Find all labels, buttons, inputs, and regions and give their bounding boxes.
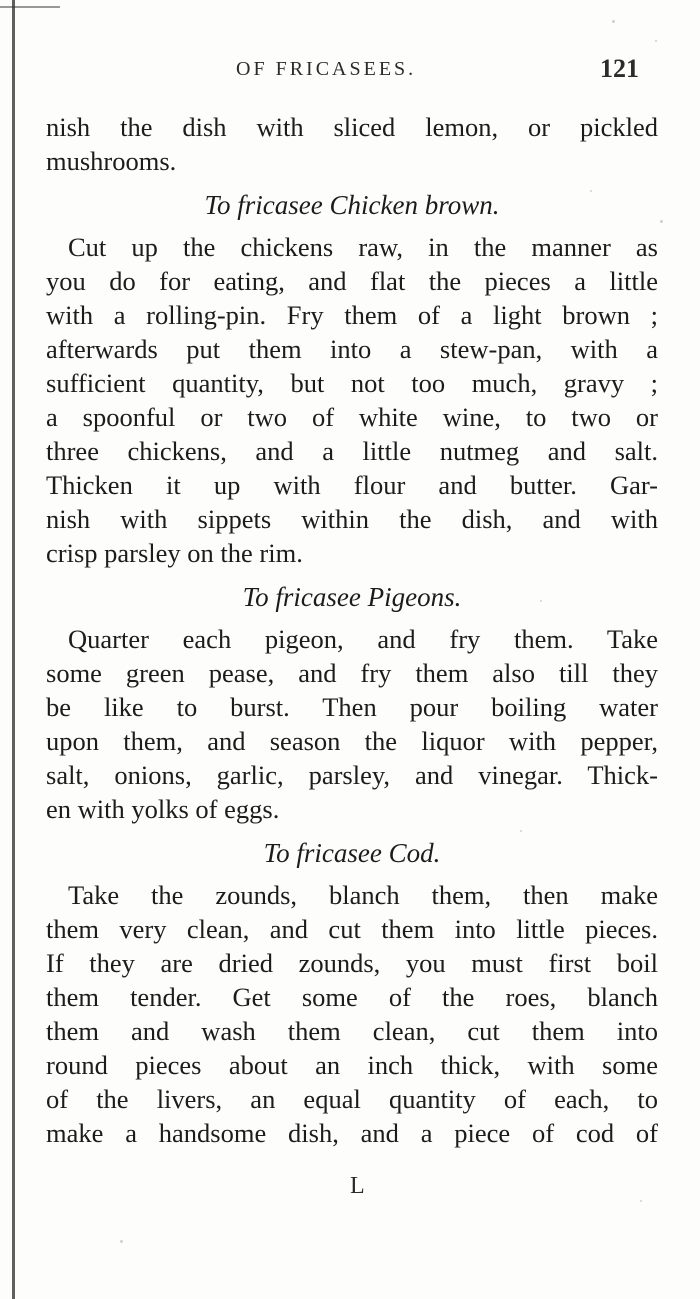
text-line: some green pease, and fry them also till they [46, 658, 658, 688]
text-line: salt, onions, garlic, parsley, and vinegar. Thick- [46, 760, 658, 790]
text-line: you do for eating, and flat the pieces a little [46, 266, 658, 296]
text-line: of the livers, an equal quantity of each, to [46, 1084, 658, 1114]
text-line: crisp parsley on the rim. [46, 538, 303, 568]
text-line: sufficient quantity, but not too much, gravy ; [46, 368, 658, 398]
section-heading-pigeons: To fricasee Pigeons. [242, 582, 462, 612]
text-line: nish with sippets within the dish, and with [46, 504, 658, 534]
running-head: OF FRICASEES. [236, 58, 417, 80]
text-line: nish the dish with sliced lemon, or pickled [46, 112, 658, 142]
text-line: Cut up the chickens raw, in the manner as [68, 232, 658, 262]
page-number: 121 [600, 54, 639, 83]
text-line: three chickens, and a little nutmeg and salt. [46, 436, 658, 466]
signature-mark: L [350, 1173, 365, 1199]
text-line: them very clean, and cut them into little pieces. [46, 914, 658, 944]
text-line: Thicken it up with flour and butter. Gar- [46, 470, 658, 500]
text-line: Take the zounds, blanch them, then make [68, 880, 658, 910]
text-line: with a rolling-pin. Fry them of a light brown ; [46, 300, 658, 330]
text-line: en with yolks of eggs. [46, 794, 280, 824]
paper-speck [120, 1240, 123, 1243]
text-line: afterwards put them into a stew-pan, with a [46, 334, 658, 364]
section-heading-cod: To fricasee Cod. [263, 838, 441, 868]
page-corner-mark [0, 6, 60, 8]
section-heading-chicken: To fricasee Chicken brown. [204, 190, 500, 220]
paper-speck [640, 1200, 642, 1202]
page-body [46, 110, 658, 1150]
paper-speck [660, 220, 663, 223]
paper-speck [655, 40, 657, 42]
text-line: If they are dried zounds, you must first boil [46, 948, 658, 978]
text-line: mushrooms. [46, 146, 177, 176]
text-line: upon them, and season the liquor with pepper, [46, 726, 658, 756]
paper-speck [612, 20, 615, 23]
paper-speck [540, 600, 542, 602]
text-line: Quarter each pigeon, and fry them. Take [68, 624, 658, 654]
text-line: make a handsome dish, and a piece of cod of [46, 1118, 658, 1148]
text-line: be like to burst. Then pour boiling water [46, 692, 658, 722]
page-binding-edge [12, 0, 15, 1299]
text-line: them tender. Get some of the roes, blanch [46, 982, 658, 1012]
text-line: them and wash them clean, cut them into [46, 1016, 658, 1046]
paper-speck [520, 830, 522, 832]
text-line: round pieces about an inch thick, with some [46, 1050, 658, 1080]
text-line: a spoonful or two of white wine, to two or [46, 402, 658, 432]
paper-speck [590, 190, 592, 192]
